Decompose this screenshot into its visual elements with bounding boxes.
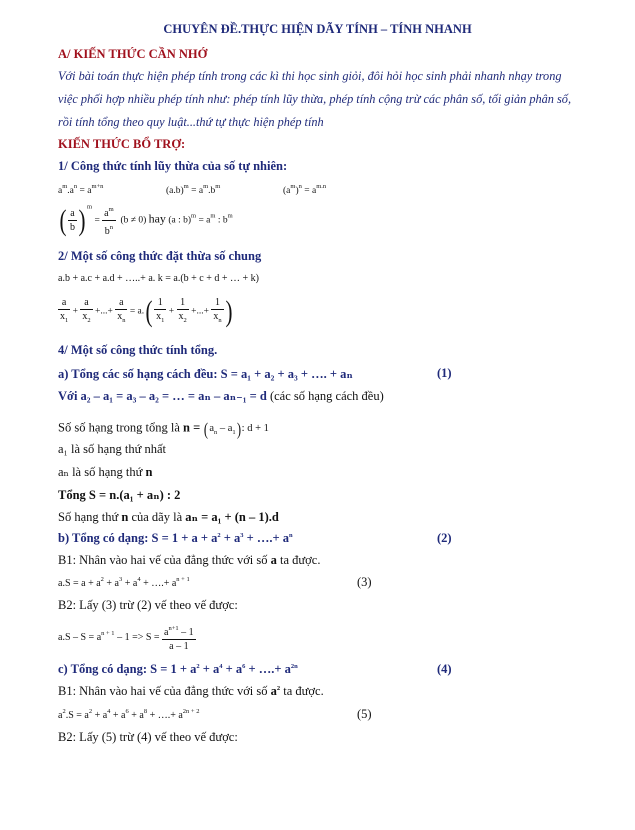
common-difference-note: (các số hạng cách đều) <box>269 389 384 403</box>
equation-tag-3: (3) <box>357 575 372 589</box>
common-difference-line <box>58 388 384 404</box>
equation-tag-2: (2) <box>437 531 452 545</box>
sum-a-label: a) Tổng các số hạng cách đều: <box>58 367 218 381</box>
section-1-heading: 1/ Công thức tính lũy thừa của số tự nhiên: <box>58 159 288 173</box>
sum-a-heading <box>58 366 353 382</box>
support-heading: KIẾN THỨC BỔ TRỢ: <box>58 137 186 151</box>
section-a-heading: A/ KIẾN THỨC CẦN NHỚ <box>58 47 208 61</box>
step-b1-prefix: B1: Nhân vào hai vế của đẳng thức với số <box>58 553 268 567</box>
power-rule-product-power: $(a.b)^m = a^m.b^m$ <box>166 183 221 196</box>
nth-formula-equation: aₙ = a₁ + (n – 1).d <box>185 510 279 524</box>
step-b1-a: a <box>270 553 277 567</box>
power-rule-power-power: $(a^m)^n = a^{m.n}$ <box>283 183 327 196</box>
step-b1-suffix: ta được. <box>280 553 321 567</box>
nth-formula-prefix: Số hạng thứ <box>58 510 119 524</box>
with-label: Với <box>58 389 78 403</box>
sum-formula: Tổng S = n.(a₁ + aₙ) : 2 <box>58 488 181 502</box>
term-count-line: Số số hạng trong tổng là $n = (a_n - a_1)$: d + 1 <box>58 419 269 439</box>
sum-c-label: c) Tổng có dạng: <box>58 662 148 676</box>
step-b1-line <box>58 553 320 568</box>
sum-a-equation: S = a₁ + a₂ + a₃ + …. + aₙ <box>220 367 353 381</box>
step-c1-line: B1: Nhân vào hai vế của đẳng thức với số $a^2$ ta được. <box>58 684 324 698</box>
step-b2-line: B2: Lấy (3) trừ (2) vế theo vế được: <box>58 598 238 612</box>
sum-b-label: b) Tổng có dạng: <box>58 531 149 545</box>
nth-term-label: aₙ là số hạng thứ <box>58 465 143 479</box>
intro-line-1: Với bài toán thực hiện phép tính trong các kì thi học sinh giỏi, đôi hỏi học sinh phải nhanh nhạy trong <box>58 69 562 83</box>
equation-tag-4: (4) <box>437 662 452 676</box>
step-c2-line: B2: Lấy (5) trừ (4) vế theo vế được: <box>58 730 238 744</box>
section-4-heading: 4/ Một số công thức tính tổng. <box>58 343 218 357</box>
equation-3: $a.S = a + a^2 + a^3 + a^4$ + ….+ $a^{n + 1}$ <box>58 576 190 589</box>
equation-tag-5: (5) <box>357 707 372 721</box>
nth-term-formula-line <box>58 509 279 525</box>
nth-term-n: n <box>145 465 153 479</box>
power-rule-quotient: ( $\frac{a}{b}$ ) $^m$ = $\frac{a^m}{b^n}$ (b ≠ 0) hay (a : $b)^m = a^m$ : $b^m$ <box>59 203 233 237</box>
intro-line-2: việc phối hợp nhiều phép tính như: phép tính lũy thừa, phép tính cộng trừ các phân số, tối giản phân số, <box>58 92 572 106</box>
equation-5: $a^2.S = a^2 + a^4 + a^6 + a^8$ + ….+ $a^{2n + 2}$ <box>58 708 200 721</box>
fraction-common-factor-formula: $\frac{a}{x_1}$ + $\frac{a}{x_2}$ +...+ $\frac{a}{x_n}$ = a.( $\frac{1}{x_1}$ + $\frac{1}{x_2}$ +...+ $\frac{1}{x_n}$ ) <box>60 294 233 328</box>
document-title: CHUYÊN ĐỀ.THỰC HIỆN DÃY TÍNH – TÍNH NHANH <box>163 22 472 36</box>
equation-tag-1: (1) <box>437 366 452 380</box>
difference-result: $a.S - S = a^{n + 1} - 1 => S$ = $\frac{a^{n+1} - 1}{a - 1}$ <box>58 622 196 653</box>
common-factor-formula: a.b + a.c + a.d + …..+ a. k = a.(b + c + d + … + k) <box>58 273 259 284</box>
nth-formula-mid: của dãy là <box>131 510 183 524</box>
nth-term-line <box>58 464 152 480</box>
power-rule-product: $a^m.a^n = a^{m+n}$ <box>58 183 104 196</box>
term-count-label: Số số hạng trong tổng là <box>58 420 180 435</box>
hay-word: hay <box>148 211 166 226</box>
step-c1-prefix: B1: Nhân vào hai vế của đẳng thức với số <box>58 684 268 698</box>
first-term-line: a₁ là số hạng thứ nhất <box>58 442 166 456</box>
intro-line-3: rồi tính tổng theo quy luật...thứ tự thực hiện phép tính <box>58 115 324 129</box>
step-c1-suffix: ta được. <box>283 684 324 698</box>
nth-formula-n: n <box>121 510 129 524</box>
common-difference-equation: a₂ – a₁ = a₃ – a₂ = … = aₙ – aₙ₋₁ = d <box>80 389 267 403</box>
sum-c-heading: c) Tổng có dạng: $S = 1 + a^2 + a^4 + a^6$ + ….+ $a^{2n}$ <box>58 662 298 676</box>
sum-b-heading: b) Tổng có dạng: $S = 1 + a + a^2 + a^3$ + ….+ $a^n$ <box>58 531 293 545</box>
section-2-heading: 2/ Một số công thức đặt thừa số chung <box>58 249 262 263</box>
